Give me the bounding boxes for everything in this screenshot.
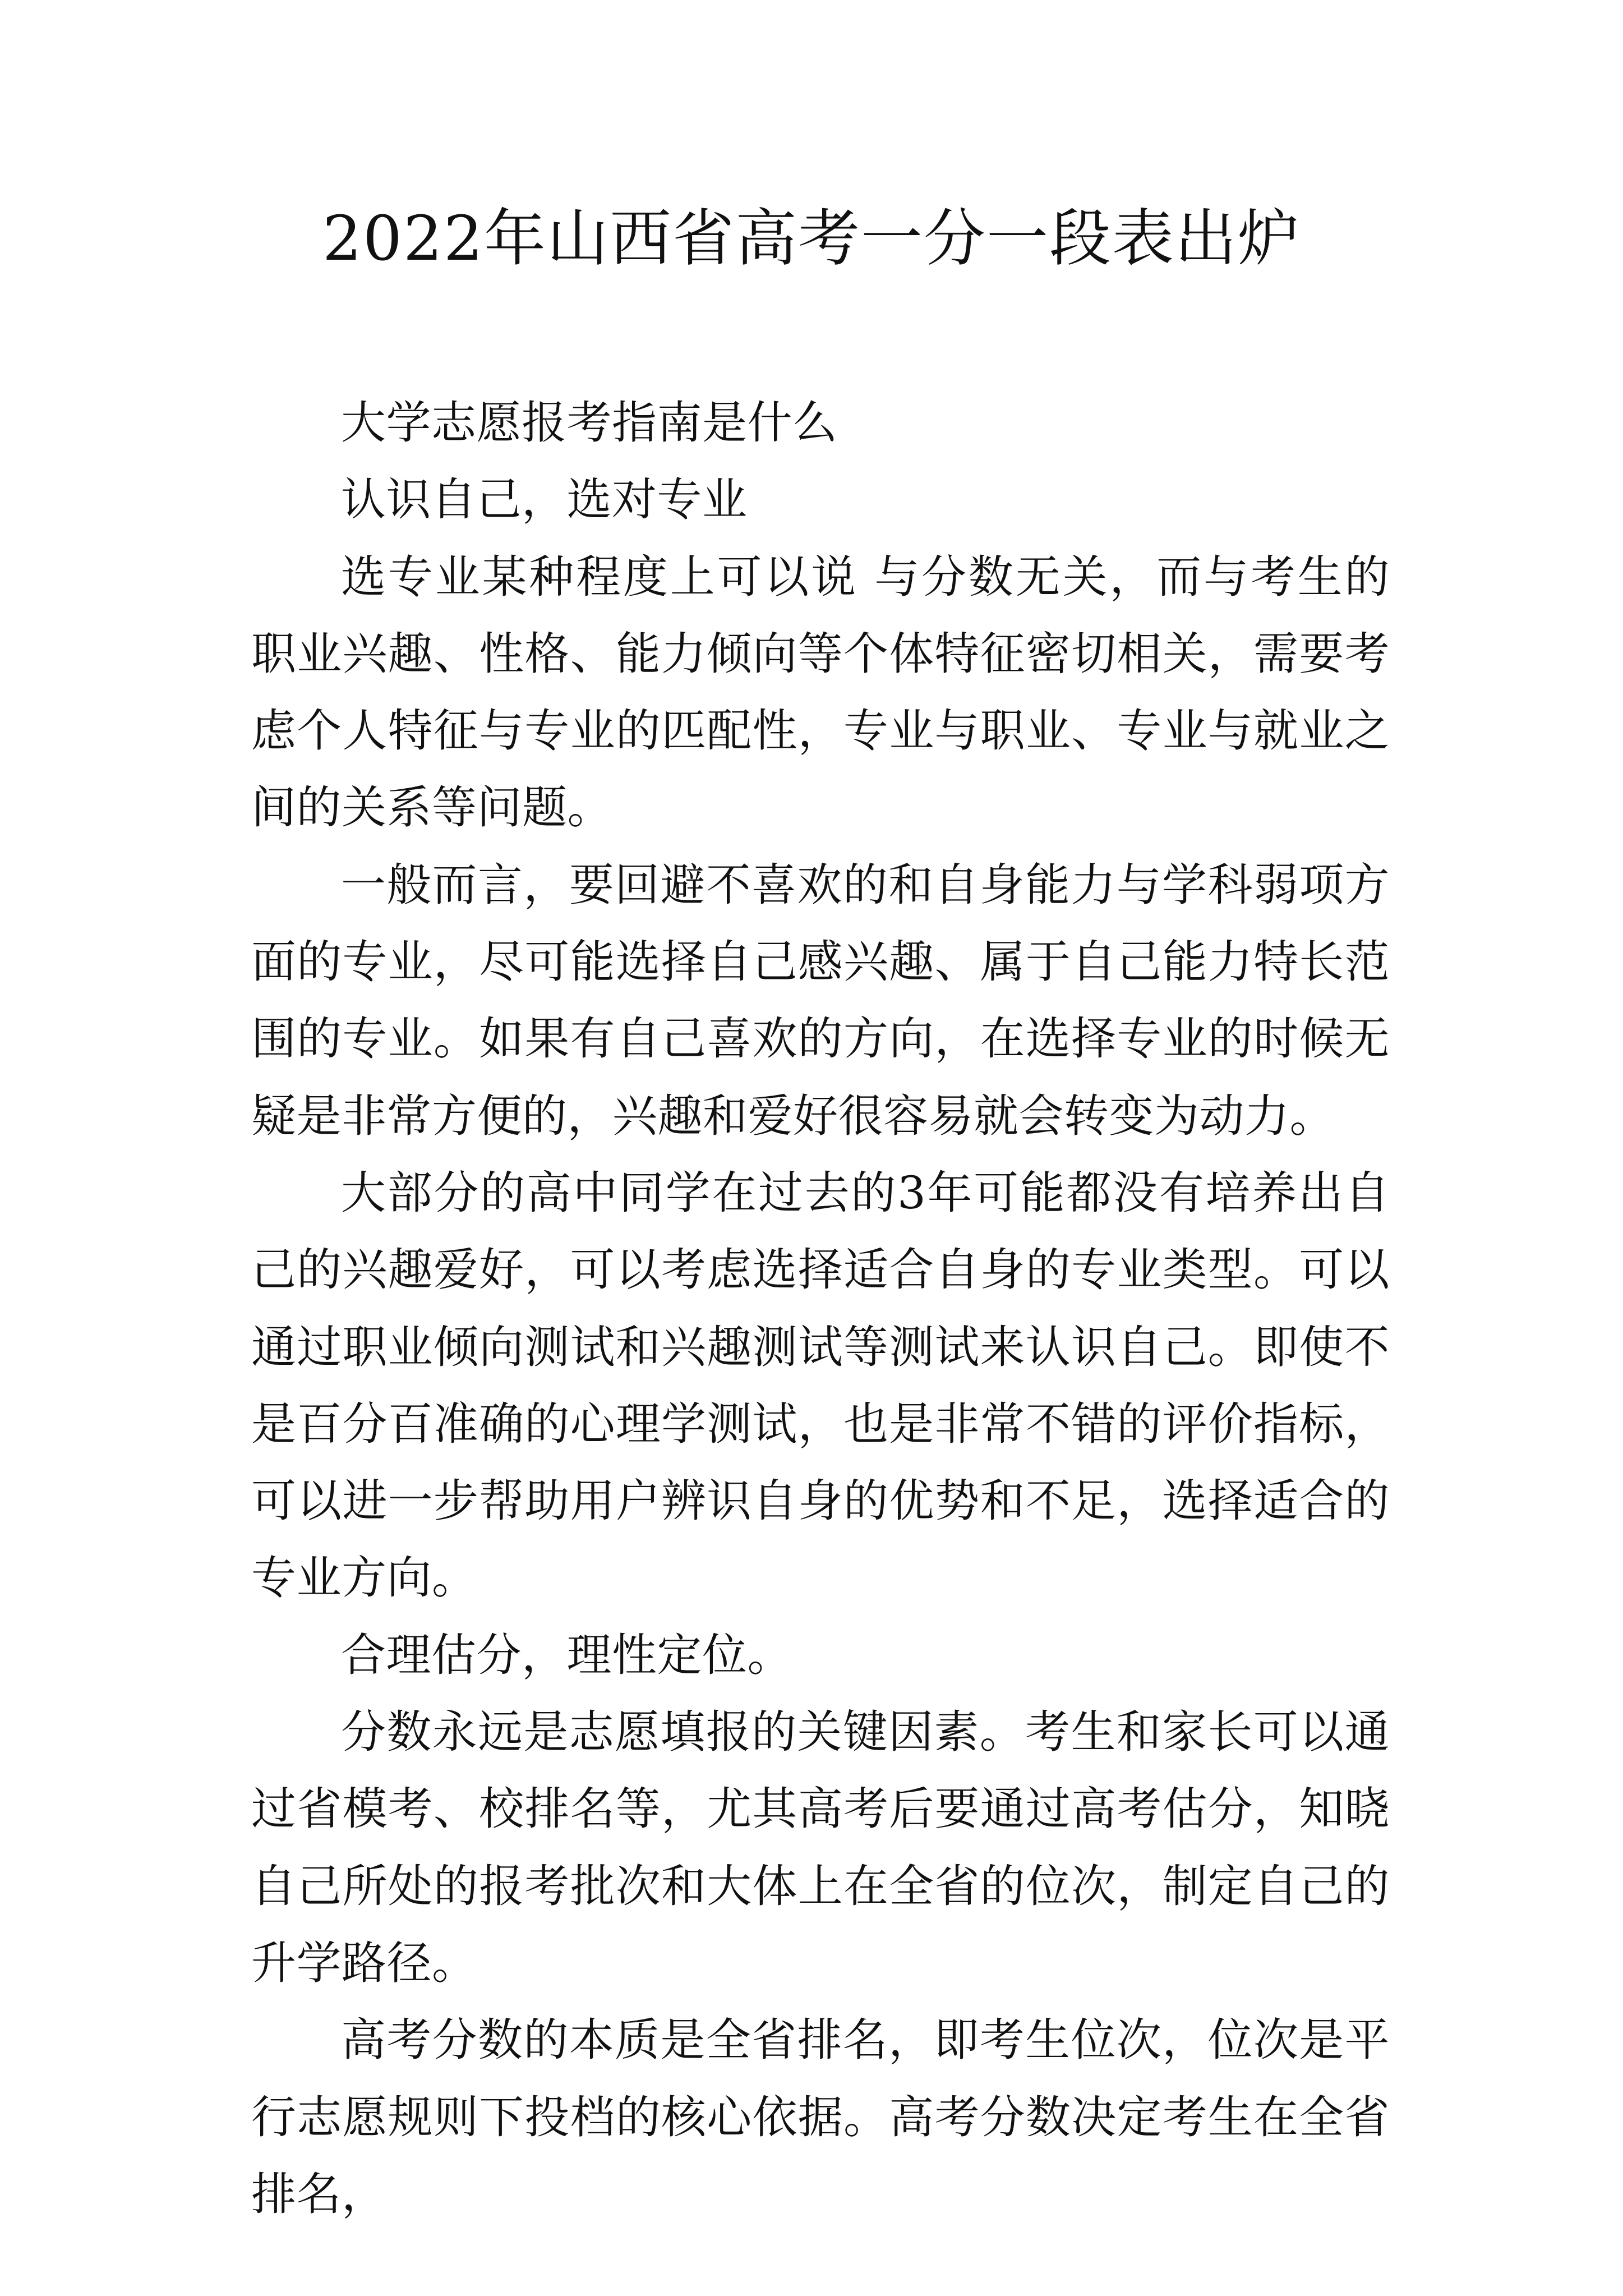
paragraph-avoid-weakness: 一般而言，要回避不喜欢的和自身能力与学科弱项方面的专业，尽可能选择自己感兴趣、属于自己能力特长范围的专业。如果有自己喜欢的方向，在选择专业的时候无疑是非常方便的，兴趣和爱好很容易就会转变为动力。	[251, 858, 1390, 1142]
document-body	[251, 384, 1390, 2233]
paragraph-know-yourself-heading: 认识自己，选对专业	[341, 473, 748, 526]
document-title: 2022年山西省高考一分一段表出炉	[322, 203, 1301, 274]
paragraph-choose-major: 选专业某种程度上可以说 与分数无关，而与考生的职业兴趣、性格、能力倾向等个体特征密切相关，需要考虑个人特征与专业的匹配性，专业与职业、专业与就业之间的关系等问题。	[251, 550, 1390, 834]
paragraph-score-key-factor: 分数永远是志愿填报的关键因素。考生和家长可以通过省模考、校排名等，尤其高考后要通过高考估分，知晓自己所处的报考批次和大体上在全省的位次，制定自己的升学路径。	[251, 1706, 1390, 1989]
paragraph-estimate-score-heading: 合理估分，理性定位。	[341, 1628, 792, 1681]
paragraph-interest-testing: 大部分的高中同学在过去的3年可能都没有培养出自己的兴趣爱好，可以考虑选择适合自身的专业类型。可以通过职业倾向测试和兴趣测试等测试来认识自己。即使不是百分百准确的心理学测试，也是非常不错的评价指标，可以进一步帮助用户辨识自身的优势和不足，选择适合的专业方向。	[251, 1166, 1390, 1604]
paragraph-score-ranking: 高考分数的本质是全省排名，即考生位次，位次是平行志愿规则下投档的核心依据。高考分数决定考生在全省排名，	[251, 2014, 1390, 2220]
paragraph-guide-heading: 大学志愿报考指南是什么	[341, 397, 838, 449]
